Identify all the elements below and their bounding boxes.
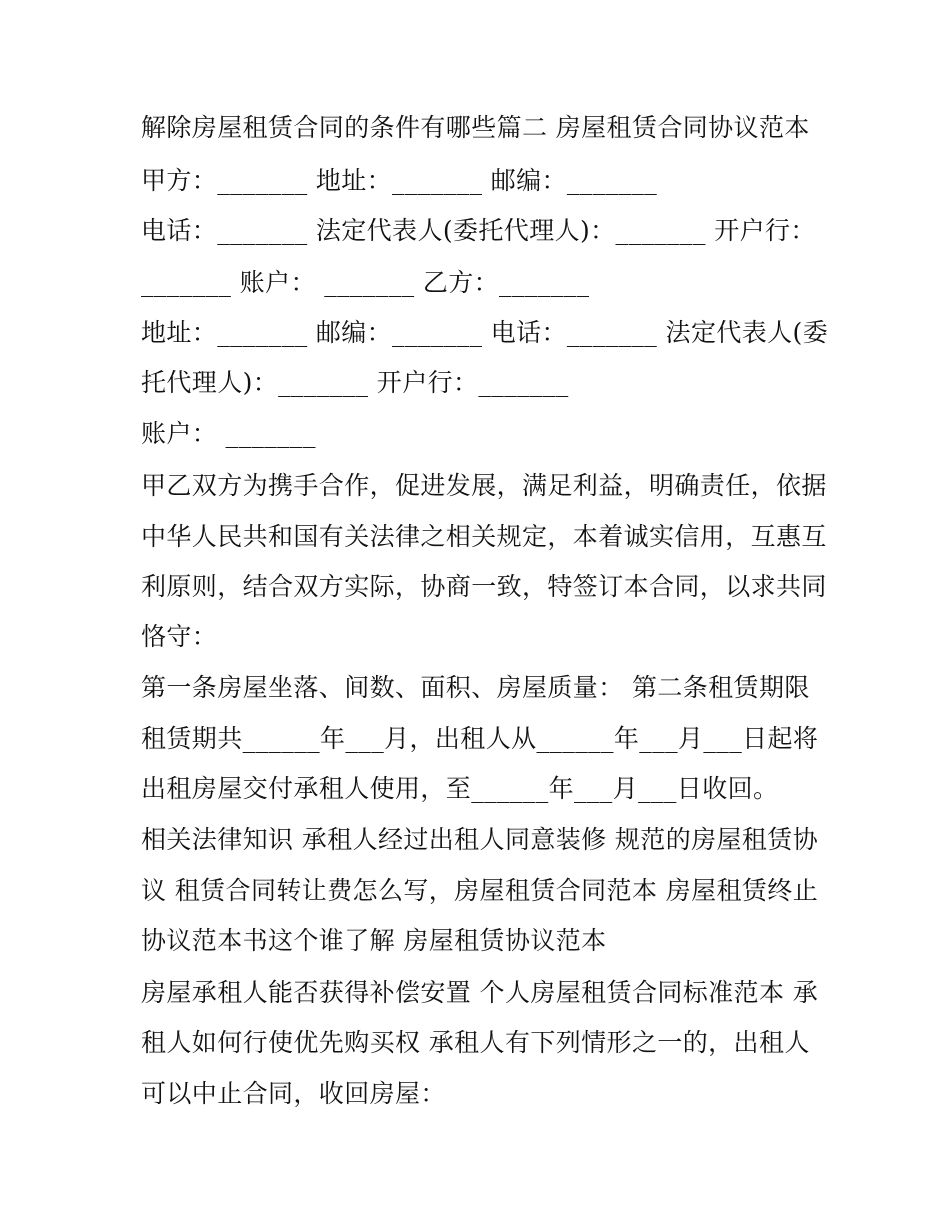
article-line: 出租房屋交付承租人使用，至______年___月___日收回。 xyxy=(141,774,779,803)
related-links-line: 协议范本书这个谁了解 房屋租赁协议范本 xyxy=(141,926,607,955)
paragraph-line: 恪守： xyxy=(141,622,218,651)
paragraph-line: 利原则，结合双方实际，协商一致，特签订本合同，以求共同 xyxy=(141,572,827,601)
article-line: 租赁期共______年___月，出租人从______年___月___日起将 xyxy=(141,724,819,753)
party-b-account-line: 账户： _______ xyxy=(141,419,316,448)
related-links-line: 可以中止合同，收回房屋： xyxy=(141,1079,446,1108)
party-a-line: 甲方：_______ 地址：_______ 邮编：_______ xyxy=(141,166,658,195)
related-links-line: 房屋承租人能否获得补偿安置 个人房屋租赁合同标准范本 承 xyxy=(141,978,819,1007)
party-b-address-line: 地址：_______ 邮编：_______ 电话：_______ 法定代表人(委 xyxy=(141,318,829,347)
paragraph-line: 甲乙双方为携手合作，促进发展，满足利益，明确责任，依据 xyxy=(141,471,827,500)
party-a-phone-line: 电话：_______ 法定代表人(委托代理人)：_______ 开户行： xyxy=(141,216,816,245)
party-a-account-line: _______ 账户： _______ 乙方：_______ xyxy=(141,268,590,297)
document-title: 解除房屋租赁合同的条件有哪些篇二 房屋租赁合同协议范本 xyxy=(141,113,810,142)
related-links-line: 相关法律知识 承租人经过出租人同意装修 规范的房屋租赁协 xyxy=(141,825,819,854)
paragraph-line: 中华人民共和国有关法律之相关规定，本着诚实信用，互惠互 xyxy=(141,522,827,551)
article-line: 第一条房屋坐落、间数、面积、房屋质量： 第二条租赁期限 xyxy=(141,673,810,702)
party-b-agent-line: 托代理人)：_______ 开户行：_______ xyxy=(141,368,569,397)
related-links-line: 议 租赁合同转让费怎么写，房屋租赁合同范本 房屋租赁终止 xyxy=(141,876,819,905)
related-links-line: 租人如何行使优先购买权 承租人有下列情形之一的，出租人 xyxy=(141,1028,810,1057)
